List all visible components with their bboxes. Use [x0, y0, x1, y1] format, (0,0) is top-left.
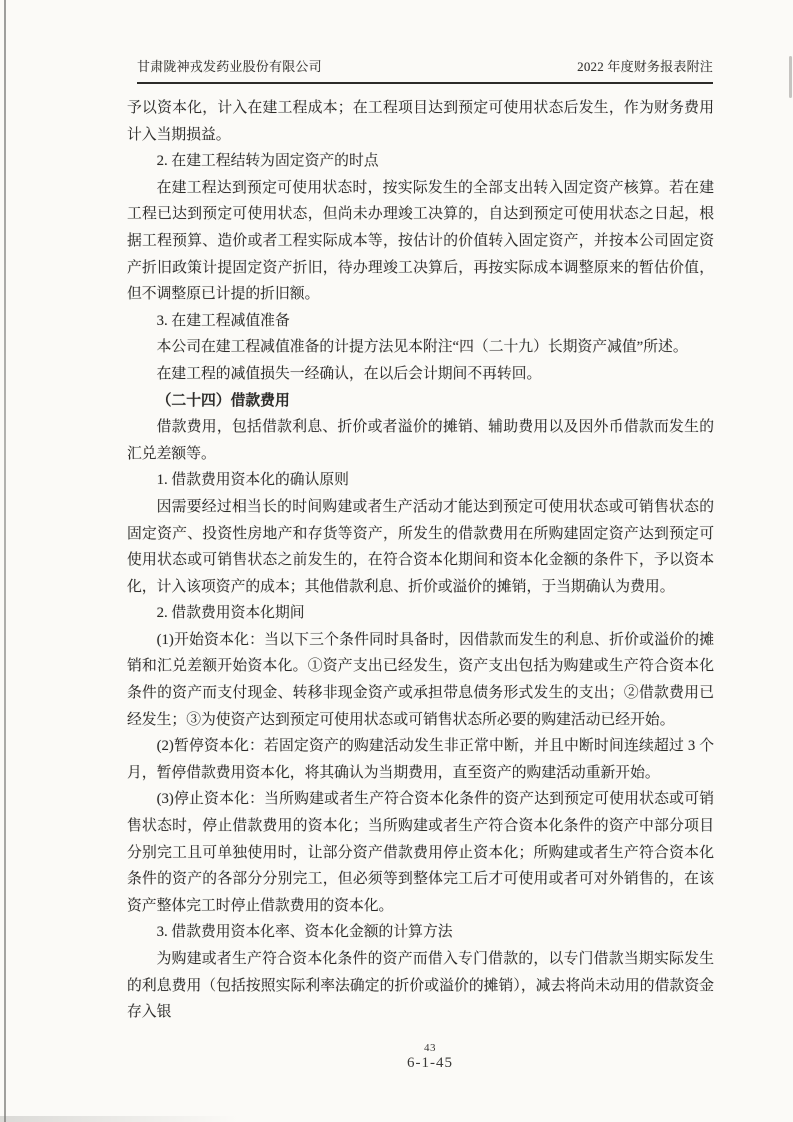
document-body	[127, 95, 714, 1026]
page-header	[137, 56, 713, 84]
paragraph: 因需要经过相当长的时间购建或者生产活动才能达到预定可使用状态或可销售状态的固定资产、投资性房地产和存货等资产，所发生的借款费用在所购建固定资产达到预定可使用状态或可销售状态之前发生的，在符合资本化期间和资本化金额的条件下，予以资本化，计入该项资产的成本；其他借款利息、折价或溢价的摊销，于当期确认为费用。	[127, 498, 714, 595]
page-number: 6-1-45	[407, 1055, 453, 1071]
page-footer	[407, 1042, 453, 1073]
scan-smudge-artifact	[789, 56, 792, 98]
paragraph: (3)停止资本化：当所购建或者生产符合资本化条件的资产达到预定可使用状态或可销售状态时，停止借款费用的资本化；当所购建或者生产符合资本化条件的资产中部分项目分别完工且可单独使用时，让部分资产借款费用停止资本化；所购建或者生产符合资本化条件的资产的各部分分别完工，但必须等到整体完工后才可使用或者可对外销售的，在该资产整体完工时停止借款费用的资本化。	[127, 791, 714, 914]
paragraph: 2. 在建工程结转为固定资产的时点	[156, 153, 379, 170]
paragraph: 1. 借款费用资本化的确认原则	[156, 472, 349, 489]
paragraph: 为购建或者生产符合资本化条件的资产而借入专门借款的，以专门借款当期实际发生的利息费用（包括按照实际利率法确定的折价或溢价的摊销），减去将尚未动用的借款资金存入银	[127, 951, 714, 1021]
paragraph: (1)开始资本化：当以下三个条件同时具备时，因借款而发生的利息、折价或溢价的摊销和汇兑差额开始资本化。①资产支出已经发生，资产支出包括为购建或生产符合资本化条件的资产而支付现金、转移非现金资产或承担带息债务形式发生的支出；②借款费用已经发生；③为使资产达到预定可使用状态或可销售状态所必要的购建活动已经开始。	[127, 631, 714, 728]
scan-edge-artifact	[4, 0, 6, 1122]
paragraph: 予以资本化，计入在建工程成本；在工程项目达到预定可使用状态后发生，作为财务费用计入当期损益。	[127, 100, 714, 143]
paragraph: (2)暂停资本化：若固定资产的购建活动发生非正常中断，并且中断时间连续超过 3 个月，暂停借款费用资本化，将其确认为当期费用，直至资产的购建活动重新开始。	[127, 738, 714, 781]
paragraph: 3. 借款费用资本化率、资本化金额的计算方法	[156, 924, 453, 941]
paragraph: 在建工程达到预定可使用状态时，按实际发生的全部支出转入固定资产核算。若在建工程已达到预定可使用状态，但尚未办理竣工决算的，自达到预定可使用状态之日起，根据工程预算、造价或者工程实际成本等，按估计的价值转入固定资产，并按本公司固定资产折旧政策计提固定资产折旧，待办理竣工决算后，再按实际成本调整原来的暂估价值，但不调整原已计提的折旧额。	[127, 179, 714, 303]
company-name: 甘肃陇神戎发药业股份有限公司	[137, 59, 322, 74]
paragraph: 借款费用，包括借款利息、折价或者溢价的摊销、辅助费用以及因外币借款而发生的汇兑差额等。	[127, 419, 714, 462]
paragraph: 在建工程的减值损失一经确认，在以后会计期间不再转回。	[156, 365, 542, 382]
paragraph: 3. 在建工程减值准备	[156, 312, 290, 329]
paragraph: 2. 借款费用资本化期间	[156, 605, 305, 622]
scan-shadow-artifact	[0, 1116, 793, 1122]
section-heading: （二十四）借款费用	[156, 392, 290, 409]
sheet-number: 43	[424, 1042, 436, 1054]
paragraph: 本公司在建工程减值准备的计提方法见本附注“四（二十九）长期资产减值”所述。	[156, 339, 688, 356]
report-title: 2022 年度财务报表附注	[577, 59, 713, 74]
